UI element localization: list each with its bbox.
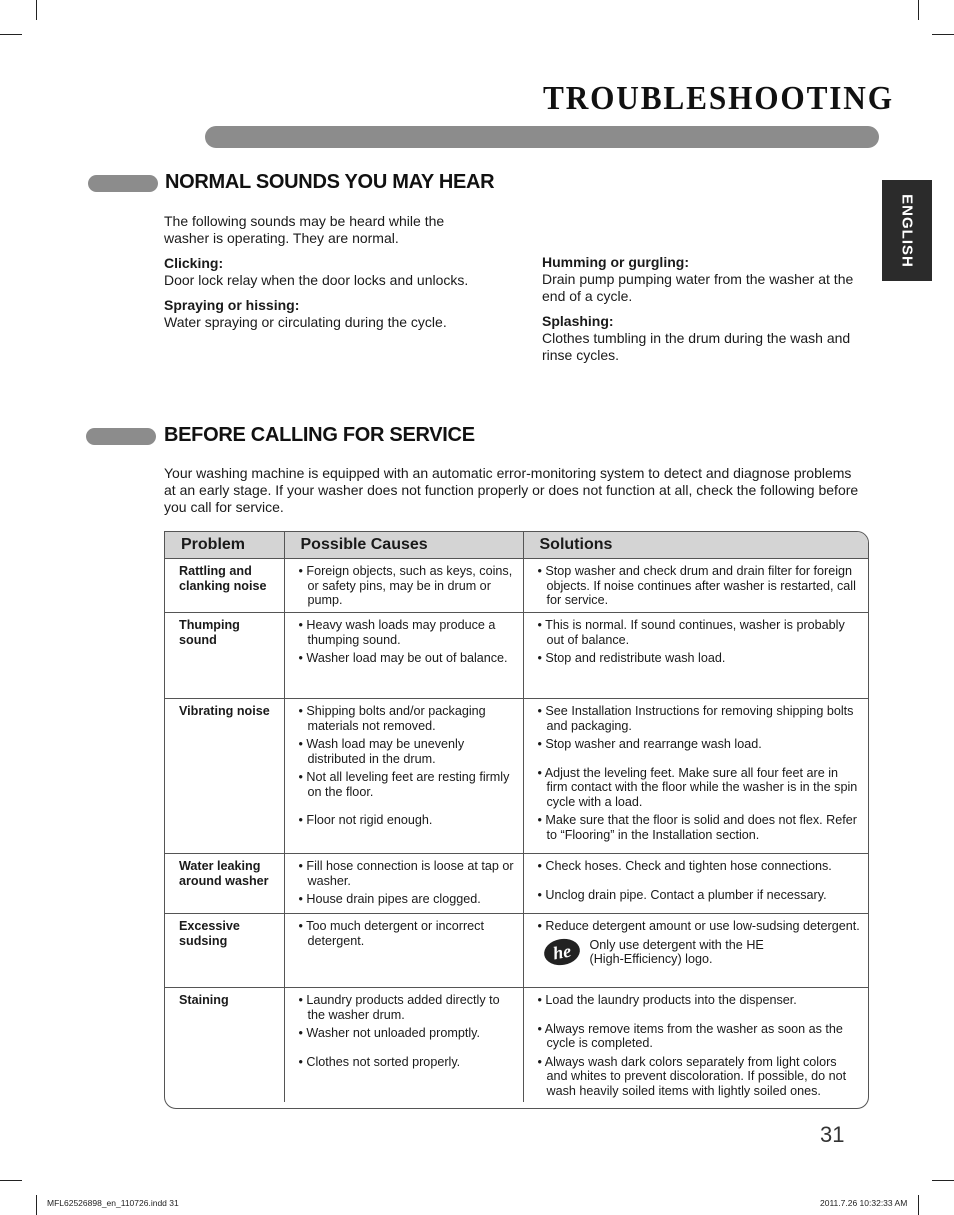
section-heading-normal-sounds: NORMAL SOUNDS YOU MAY HEAR xyxy=(165,171,495,193)
sound-item: Clicking: Door lock relay when the door locks and unlocks. xyxy=(164,255,469,288)
solutions-cell: • See Installation Instructions for removing shipping bolts and packaging. • Stop washer and rearrange wash load. • Adjust the leveling feet. Make sure all four feet are in firm contact with the floor while the washer is in the spin cycle with a load. • Make sure that the floor is solid and does not flex. Refer to “Flooring” in the Installation section. xyxy=(523,699,868,854)
sound-item: Splashing: Clothes tumbling in the drum during the wash and rinse cycles. xyxy=(542,313,851,363)
column-header: Possible Causes xyxy=(284,532,523,559)
problem-cell: Vibrating noise xyxy=(165,699,284,854)
column-header: Solutions xyxy=(523,532,868,559)
crop-mark xyxy=(0,34,22,35)
crop-mark xyxy=(932,34,954,35)
causes-cell: • Laundry products added directly to the washer drum. • Washer not unloaded promptly. • Clothes not sorted properly. xyxy=(284,988,523,1103)
solutions-cell: • Reduce detergent amount or use low-sudsing detergent. he Only use detergent with the HE (High-Efficiency) logo. xyxy=(523,914,868,988)
crop-mark xyxy=(918,0,919,20)
causes-cell: • Too much detergent or incorrect detergent. xyxy=(284,914,523,988)
footer-timestamp: 2011.7.26 10:32:33 AM xyxy=(820,1198,908,1208)
he-logo-icon: he xyxy=(542,936,582,968)
problem-cell: Thumping sound xyxy=(165,613,284,699)
table-row xyxy=(165,559,868,613)
sound-item: Spraying or hissing: Water spraying or circulating during the cycle. xyxy=(164,297,447,330)
page-title: TROUBLESHOOTING xyxy=(543,80,894,117)
normal-sounds-intro: The following sounds may be heard while the washer is operating. They are normal. xyxy=(164,213,445,246)
troubleshooting-table xyxy=(164,531,869,1109)
problem-cell: Water leaking around washer xyxy=(165,854,284,914)
problem-cell: Excessive sudsing xyxy=(165,914,284,988)
problem-cell: Rattling and clanking noise xyxy=(165,559,284,613)
table-row xyxy=(165,914,868,988)
crop-mark xyxy=(0,1180,22,1181)
solutions-cell: • This is normal. If sound continues, washer is probably out of balance. • Stop and redistribute wash load. xyxy=(523,613,868,699)
title-bar xyxy=(205,126,879,148)
problem-cell: Staining xyxy=(165,988,284,1103)
he-note-text: Only use detergent with the HE (High-Efficiency) logo. xyxy=(589,937,764,966)
crop-mark xyxy=(36,1195,37,1215)
column-header: Problem xyxy=(165,532,284,559)
solutions-cell: • Check hoses. Check and tighten hose connections. • Unclog drain pipe. Contact a plumber if necessary. xyxy=(523,854,868,914)
he-note xyxy=(544,938,861,967)
causes-cell: • Heavy wash loads may produce a thumping sound. • Washer load may be out of balance. xyxy=(284,613,523,699)
table-row xyxy=(165,854,868,914)
table-row xyxy=(165,613,868,699)
causes-cell: • Shipping bolts and/or packaging materials not removed. • Wash load may be unevenly distributed in the drum. • Not all leveling feet are resting firmly on the floor. • Floor not rigid enough. xyxy=(284,699,523,854)
section-heading-service: BEFORE CALLING FOR SERVICE xyxy=(164,424,475,446)
service-intro: Your washing machine is equipped with an automatic error-monitoring system to detect and diagnose problems at an early stage. If your washer does not function properly or does not function at all, check the following before you call for service. xyxy=(164,465,859,515)
crop-mark xyxy=(932,1180,954,1181)
page-number: 31 xyxy=(820,1122,845,1147)
sound-item: Humming or gurgling: Drain pump pumping water from the washer at the end of a cycle. xyxy=(542,254,854,304)
crop-mark xyxy=(918,1195,919,1215)
table-row xyxy=(165,988,868,1103)
crop-mark xyxy=(36,0,37,20)
solutions-cell: • Stop washer and check drum and drain filter for foreign objects. If noise continues after washer is restarted, call for service. xyxy=(523,559,868,613)
causes-cell: • Fill hose connection is loose at tap or washer. • House drain pipes are clogged. xyxy=(284,854,523,914)
table-header-row xyxy=(165,532,868,559)
causes-cell: • Foreign objects, such as keys, coins, or safety pins, may be in drum or pump. xyxy=(284,559,523,613)
solutions-cell: • Load the laundry products into the dispenser. • Always remove items from the washer as soon as the cycle is completed. • Always wash dark colors separately from light colors and whites to prevent discoloration. If possible, do not wash heavily soiled items with lightly soiled ones. xyxy=(523,988,868,1103)
footer-file-info: MFL62526898_en_110726.indd 31 xyxy=(47,1198,179,1208)
language-tab: ENGLISH xyxy=(882,180,932,281)
section-marker xyxy=(88,175,158,192)
section-marker xyxy=(86,428,156,445)
table-row xyxy=(165,699,868,854)
